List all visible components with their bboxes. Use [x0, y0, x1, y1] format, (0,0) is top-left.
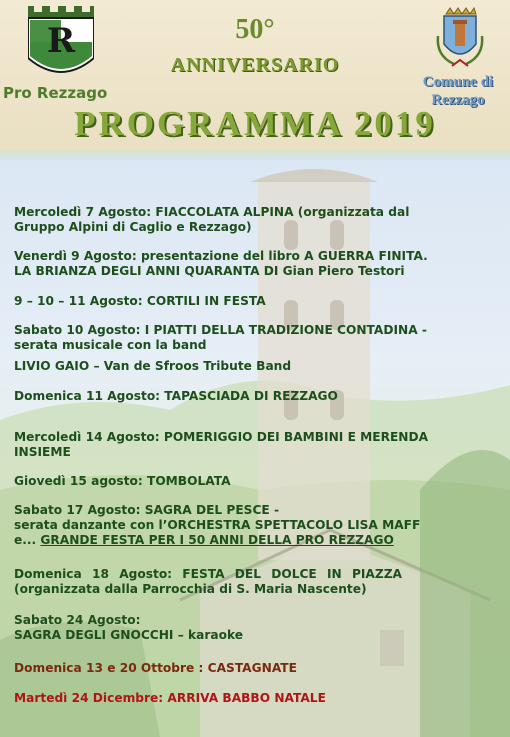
event-10-agosto	[14, 323, 498, 353]
event-14-agosto	[14, 430, 498, 460]
event-line: Domenica 18 Agosto: FESTA DEL DOLCE IN PIAZZA	[14, 567, 402, 581]
event-line: Domenica 11 Agosto: TAPASCIADA DI REZZAGO	[14, 389, 338, 403]
event-09-agosto	[14, 249, 498, 279]
event-highlight-underlined: GRANDE FESTA PER I 50 ANNI DELLA PRO REZZAGO	[40, 533, 394, 547]
event-line: Sabato 10 Agosto: I PIATTI DELLA TRADIZIONE CONTADINA -	[14, 323, 427, 337]
event-line: serata musicale con la band	[14, 338, 207, 352]
event-line: (organizzata dalla Parrocchia di S. Maria Nascente)	[14, 582, 367, 596]
event-line-prefix: e...	[14, 533, 41, 547]
event-07-agosto	[14, 205, 498, 235]
event-line: Giovedì 15 agosto: TOMBOLATA	[14, 474, 231, 488]
event-line: Gruppo Alpini di Caglio e Rezzago)	[14, 220, 252, 234]
anniversary-text: ANNIVERSARIO	[170, 54, 340, 76]
comune-label-line1: Comune di	[422, 74, 494, 90]
event-24-dicembre	[14, 691, 498, 706]
event-line: INSIEME	[14, 445, 71, 459]
pro-rezzago-label: Pro Rezzago	[3, 84, 108, 102]
event-line: Mercoledì 14 Agosto: POMERIGGIO DEI BAMBINI E MERENDA	[14, 430, 429, 444]
anniversary-number: 50°	[235, 14, 275, 45]
event-cortili	[14, 294, 498, 309]
event-line	[14, 533, 498, 548]
event-line: serata danzante con l’ORCHESTRA SPETTACOLO LISA MAFF	[14, 518, 421, 532]
event-15-agosto	[14, 474, 498, 489]
event-line: SAGRA DEGLI GNOCCHI – karaoke	[14, 628, 244, 642]
event-line: LIVIO GAIO – Van de Sfroos Tribute Band	[14, 359, 292, 373]
event-line: Mercoledì 7 Agosto: FIACCOLATA ALPINA (organizzata dal	[14, 205, 410, 219]
event-24-agosto	[14, 613, 498, 643]
event-17-agosto	[14, 503, 498, 548]
comune-coat-of-arms	[432, 6, 488, 72]
programma-title: PROGRAMMA 2019	[74, 104, 436, 143]
event-highlight: ARRIVA BABBO NATALE	[167, 691, 326, 705]
event-livio-gaio	[14, 359, 498, 374]
event-line: Domenica 13 e 20 Ottobre : CASTAGNATE	[14, 661, 297, 675]
header-divider	[0, 150, 510, 160]
event-line	[14, 691, 498, 706]
event-ottobre	[14, 661, 498, 676]
event-line: Sabato 17 Agosto: SAGRA DEL PESCE -	[14, 503, 280, 517]
event-line: Sabato 24 Agosto:	[14, 613, 141, 627]
event-11-agosto	[14, 389, 498, 404]
comune-label-line2: Rezzago	[431, 92, 485, 108]
event-line: Venerdì 9 Agosto: presentazione del libro A GUERRA FINITA.	[14, 249, 428, 263]
event-line: LA BRIANZA DEGLI ANNI QUARANTA DI Gian Piero Testori	[14, 264, 405, 278]
event-line: 9 – 10 – 11 Agosto: CORTILI IN FESTA	[14, 294, 266, 308]
svg-text:R: R	[46, 21, 76, 61]
event-18-agosto	[14, 567, 498, 597]
event-line-prefix: Martedì 24 Dicembre:	[14, 691, 168, 705]
